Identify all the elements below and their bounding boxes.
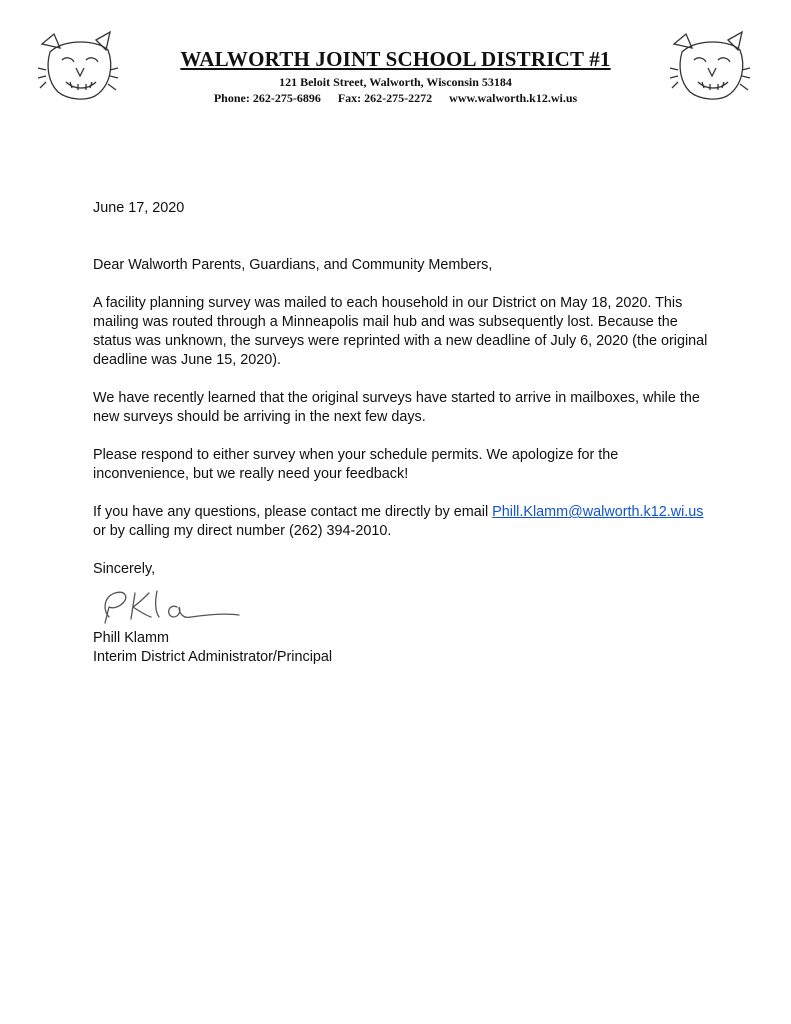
signature-icon: [95, 583, 243, 627]
letter-body: [93, 199, 713, 667]
paragraph-2: We have recently learned that the original surveys have started to arrive in mailboxes, while the new surveys should be arriving in the next few days.: [93, 390, 700, 425]
district-name: WALWORTH JOINT SCHOOL DISTRICT #1: [180, 47, 611, 71]
letter-date: June 17, 2020: [93, 200, 185, 216]
paragraph-4-tail: or by calling my direct number (262) 394-2010.: [93, 523, 392, 539]
signer-name: Phill Klamm: [93, 630, 169, 646]
website: www.walworth.k12.wi.us: [449, 91, 578, 105]
paragraph-3: Please respond to either survey when your schedule permits. We apologize for the inconvenience, but we really need your feedback!: [93, 447, 619, 482]
wildcat-logo-icon: [668, 30, 752, 104]
paragraph-4-lead: If you have any questions, please contact me directly by email: [93, 504, 493, 520]
district-address: 121 Beloit Street, Walworth, Wisconsin 53184: [279, 75, 512, 89]
email-link[interactable]: Phill.Klamm@walworth.k12.wi.us: [492, 504, 704, 520]
letterhead: [0, 0, 791, 110]
salutation: Dear Walworth Parents, Guardians, and Community Members,: [93, 257, 493, 273]
paragraph-4: [93, 503, 713, 541]
closing: Sincerely,: [93, 561, 156, 577]
paragraph-1: A facility planning survey was mailed to each household in our District on May 18, 2020. This mailing was routed through a Minneapolis mail hub and was subsequently lost. Because the status was unknown, the surveys were reprinted with a new deadline of July 6, 2020 (the original deadline was June 15, 2020).: [93, 295, 708, 368]
fax-number: Fax: 262-275-2272: [337, 91, 433, 105]
signer-title: Interim District Administrator/Principal: [93, 649, 333, 665]
phone-number: Phone: 262-275-6896: [213, 91, 321, 105]
